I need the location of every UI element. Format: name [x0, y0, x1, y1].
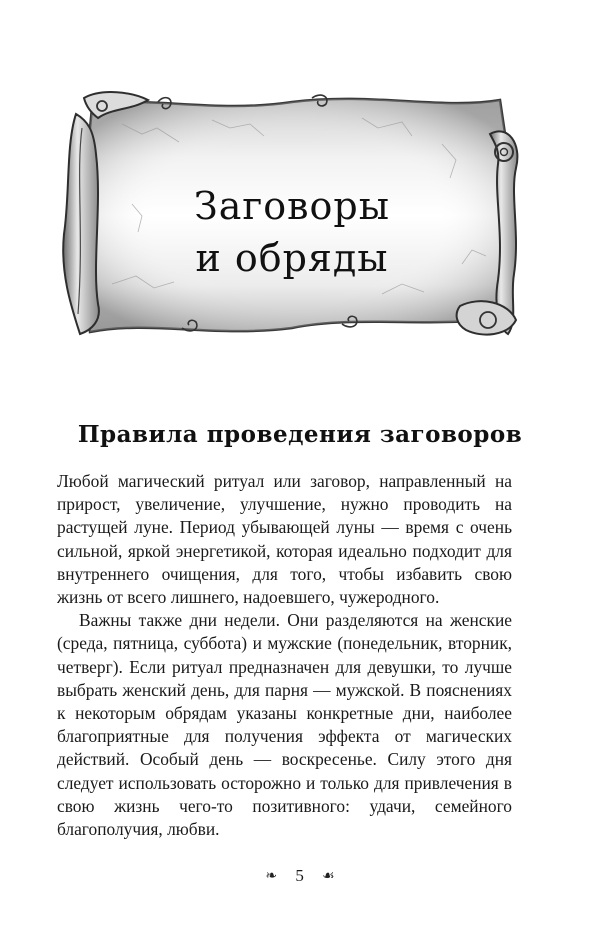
paragraph-2: Важны также дни недели. Они разделяются на женские (среда, пятница, суббота) и мужские (понедельник, вторник, четверг). Если ритуал предназначен для девушки, то лучше выбрать женский день, для парня — мужской. В пояснениях к некоторым обрядам указаны конкретные дни, наиболее благоприятные для получения эффекта от магических действий. Особый день — воскресенье. Силу этого дня следует использовать осторожно и только для привлечения в свою жизнь чего-то позитивного: удачи, семейного благополучия, любви.: [57, 610, 512, 840]
chapter-title-line2: и обряды: [195, 236, 389, 280]
chapter-title-scroll: [62, 84, 522, 342]
page-number: 5: [295, 866, 304, 885]
chapter-title: [62, 180, 522, 284]
ornament-left-icon: ❧: [265, 869, 278, 884]
section-heading: Правила проведения заговоров: [77, 421, 523, 448]
chapter-title-line1: Заговоры: [194, 184, 390, 228]
ornament-right-icon: ☙: [322, 869, 335, 884]
page-footer: [0, 866, 600, 886]
body-text: [57, 470, 512, 841]
paragraph-1: Любой магический ритуал или заговор, направленный на прирост, увеличение, улучшение, нужно проводить на растущей луне. Период убывающей луны — время с очень сильной, яркой энергетикой, которая идеально подходит для внутреннего очищения, для того, чтобы избавить свою жизнь от всего лишнего, надоевшего, чужеродного.: [57, 471, 512, 608]
